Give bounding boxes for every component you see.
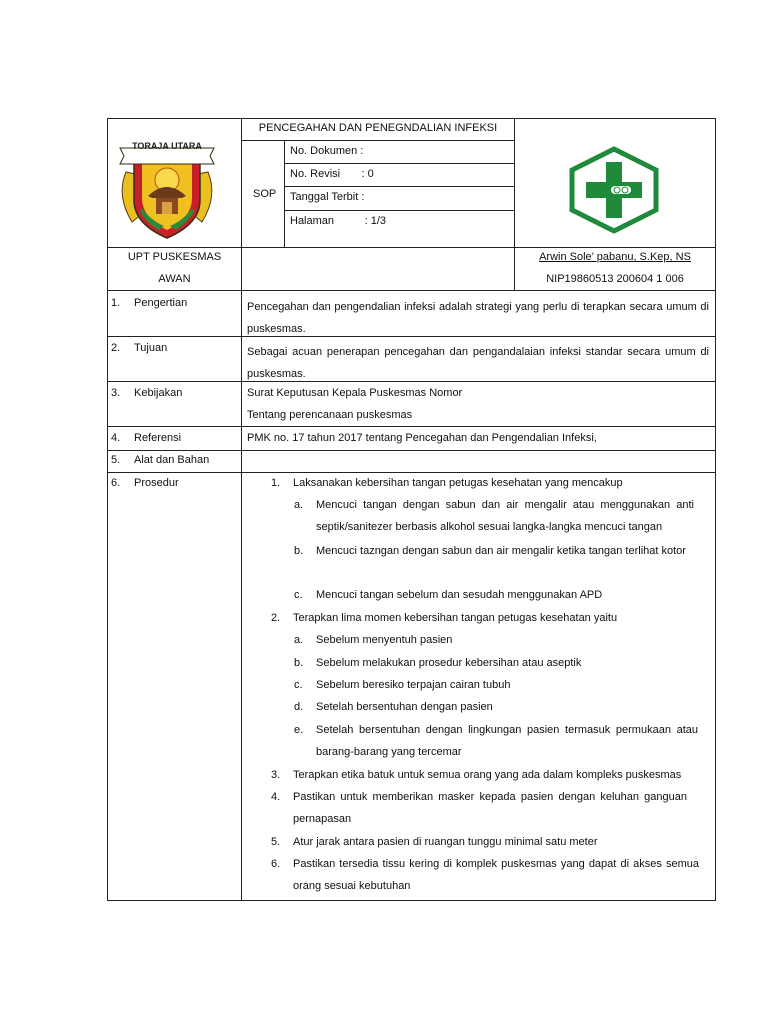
field-no-revisi: No. Revisi : 0	[290, 168, 374, 180]
substep-letter: b.	[294, 657, 304, 669]
row-label-tujuan: Tujuan	[134, 342, 168, 354]
substep-letter: a.	[294, 499, 304, 511]
substep-letter: b.	[294, 545, 304, 557]
row-divider-org	[107, 290, 716, 291]
content-pengertian: Pencegahan dan pengendalian infeksi adalah strategi yang perlu di terapkan secara umum di puskesmas.	[247, 301, 709, 335]
step-text: Terapkan lima momen kebersihan tangan petugas kesehatan yaitu	[293, 612, 618, 624]
content-tujuan: Sebagai acuan penerapan pencegahan dan pengandalaian infeksi standar secara umum di puskesmas.	[247, 346, 709, 380]
row-number-5: 5.	[111, 454, 121, 466]
doc-field-divider-2	[284, 186, 515, 187]
substep-letter: d.	[294, 701, 304, 713]
logo-banner-text: TORAJA UTARA	[132, 141, 202, 151]
substep-text: Sebelum melakukan prosedur kebersihan atau aseptik	[316, 657, 582, 669]
table-border-top	[107, 118, 716, 119]
signer-nip: NIP19860513 200604 1 006	[546, 273, 684, 285]
step-text: Pastikan untuk memberikan masker kepada pasien dengan keluhan ganguan pernapasan	[293, 791, 687, 825]
step-text: Pastikan tersedia tissu kering di komplek puskesmas yang dapat di akses semua orang sesuai kebutuhan	[293, 858, 699, 892]
step-number: 2.	[271, 612, 281, 624]
doc-field-divider-1	[284, 163, 515, 164]
field-halaman: Halaman : 1/3	[290, 215, 386, 227]
signer-name: Arwin Sole’ pabanu, S.Kep, NS	[539, 251, 691, 263]
step-number: 6.	[271, 858, 281, 870]
table-border-bottom	[107, 900, 716, 901]
document-title: PENCEGAHAN DAN PENEGNDALIAN INFEKSI	[258, 122, 498, 134]
substep-text: Setelah bersentuhan dengan lingkungan pasien termasuk permukaan atau barang-barang yang tercemar	[316, 724, 698, 758]
row-divider-header	[107, 247, 716, 248]
step-number: 5.	[271, 836, 281, 848]
column-divider-2	[514, 118, 515, 290]
step-text: Atur jarak antara pasien di ruangan tunggu minimal satu meter	[293, 836, 598, 848]
table-border-right	[715, 118, 716, 901]
content-referensi: PMK no. 17 tahun 2017 tentang Pencegahan dan Pengendalian Infeksi,	[247, 432, 597, 444]
substep-text: Mencuci tangan sebelum dan sesudah menggunakan APD	[316, 589, 603, 601]
row-number-6: 6.	[111, 477, 121, 489]
doc-field-divider-3	[284, 210, 515, 211]
row-label-alat-dan-bahan: Alat dan Bahan	[134, 454, 210, 466]
sop-label: SOP	[253, 188, 277, 200]
row-divider-3	[107, 426, 716, 427]
row-label-pengertian: Pengertian	[134, 297, 188, 309]
org-name-line1: UPT PUSKESMAS	[127, 251, 222, 263]
step-text: Laksanakan kebersihan tangan petugas kesehatan yang mencakup	[293, 477, 623, 489]
content-kebijakan-line2: Tentang perencanaan puskesmas	[247, 409, 413, 421]
substep-letter: c.	[294, 589, 303, 601]
row-number-1: 1.	[111, 297, 121, 309]
field-tanggal-terbit: Tanggal Terbit :	[290, 191, 365, 203]
sop-divider	[284, 140, 285, 247]
step-number: 1.	[271, 477, 281, 489]
step-number: 3.	[271, 769, 281, 781]
substep-text: Mencuci tazngan dengan sabun dan air mengalir ketika tangan terlihat kotor	[316, 545, 686, 557]
row-divider-5	[107, 472, 716, 473]
substep-text: Setelah bersentuhan dengan pasien	[316, 701, 493, 713]
substep-text: Mencuci tangan dengan sabun dan air mengalir atau menggunakan anti septik/sanitezer berbasis alkohol sesuai langka-langka mencuci tangan	[316, 499, 694, 533]
field-no-dokumen: No. Dokumen :	[290, 145, 364, 157]
step-text: Terapkan etika batuk untuk semua orang yang ada dalam kompleks puskesmas	[293, 769, 682, 781]
row-label-prosedur: Prosedur	[134, 477, 179, 489]
substep-text: Sebelum beresiko terpajan cairan tubuh	[316, 679, 511, 691]
row-label-kebijakan: Kebijakan	[134, 387, 183, 399]
step-number: 4.	[271, 791, 281, 803]
org-name-line2: AWAN	[158, 273, 191, 285]
content-kebijakan-line1: Surat Keputusan Kepala Puskesmas Nomor	[247, 387, 463, 399]
row-number-4: 4.	[111, 432, 121, 444]
row-label-referensi: Referensi	[134, 432, 182, 444]
substep-letter: a.	[294, 634, 304, 646]
row-number-2: 2.	[111, 342, 121, 354]
substep-letter: c.	[294, 679, 303, 691]
column-divider-1	[241, 118, 242, 901]
puskesmas-logo	[568, 146, 660, 234]
substep-text: Sebelum menyentuh pasien	[316, 634, 453, 646]
substep-letter: e.	[294, 724, 304, 736]
title-underline	[241, 140, 515, 141]
row-divider-4	[107, 450, 716, 451]
row-number-3: 3.	[111, 387, 121, 399]
table-border-left	[107, 118, 108, 901]
